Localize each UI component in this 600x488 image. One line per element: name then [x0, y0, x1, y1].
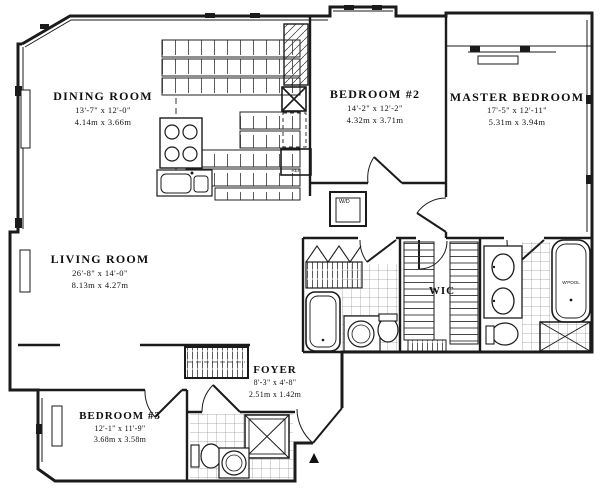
wic-shoe-rack	[408, 340, 446, 351]
dining-room-label: DINING ROOM	[53, 89, 153, 103]
entry-arrow-marker: ▲	[305, 448, 323, 467]
master-bedroom-dims: 17'-5" x 12'-11"	[487, 105, 547, 115]
foyer-closet	[185, 347, 248, 378]
whirlpool-label: W'POOL	[562, 280, 580, 285]
master-door-swing	[417, 198, 446, 213]
double-vanity	[484, 246, 522, 318]
foyer-label: FOYER	[253, 364, 297, 376]
master-door-leaf	[417, 213, 446, 232]
master-bathroom	[484, 240, 590, 351]
wic-label: WIC	[428, 285, 456, 297]
dining-room-metric: 4.14m x 3.66m	[74, 117, 132, 127]
kitchen-counter	[240, 112, 300, 129]
bath3-sink	[219, 448, 249, 478]
radiator	[52, 406, 62, 446]
bedroom3-dims: 12'-1" x 11'-9"	[94, 424, 146, 433]
closet-hanging	[185, 347, 248, 378]
bedroom2-metric: 4.32m x 3.71m	[346, 115, 404, 125]
living-room-label: LIVING ROOM	[50, 252, 150, 266]
bathroom-3	[190, 414, 293, 479]
entry-door-swing	[297, 409, 313, 443]
bath3-toilet	[191, 444, 221, 468]
bathroom-2	[306, 246, 398, 351]
kitchen-counter	[162, 78, 300, 95]
entry-door-leaf	[313, 408, 342, 443]
kitchen-counter	[162, 59, 300, 76]
master-shower	[540, 322, 590, 351]
kitchen	[157, 24, 311, 200]
bifold-closet-doors	[306, 246, 361, 262]
kitchen-sink	[157, 170, 212, 196]
bedroom2-dims: 14'-2" x 12'-2"	[347, 103, 403, 113]
living-room-metric: 8.13m x 4.27m	[71, 280, 129, 290]
living-room-dims: 26'-8" x 14'-0"	[72, 268, 128, 278]
bath2-door-swing	[360, 240, 367, 262]
kitchen-counter	[162, 40, 300, 57]
pantry-shelves	[284, 24, 308, 85]
kitchen-counter	[186, 150, 300, 167]
refrigerator-label: REF	[291, 168, 301, 173]
bath3-door-leaf	[213, 385, 240, 412]
master-bedroom-metric: 5.31m x 3.94m	[488, 117, 546, 127]
window-sill	[478, 56, 518, 64]
bathtub	[306, 292, 340, 351]
radiator	[20, 250, 30, 292]
kitchen-counter	[215, 188, 300, 200]
radiator	[21, 90, 30, 148]
bath2-door-leaf	[367, 240, 396, 262]
bedroom2-label: BEDROOM #2	[329, 87, 421, 101]
dining-room-dims: 13'-7" x 12'-0"	[75, 105, 131, 115]
bedroom3-metric: 3.68m x 3.58m	[93, 435, 147, 444]
bath2-sink	[344, 316, 380, 351]
masterbath-toilet	[486, 323, 518, 345]
bedroom2-door-leaf	[374, 157, 402, 183]
bath2-toilet	[378, 314, 398, 342]
washer-dryer	[330, 192, 366, 226]
master-bedroom-label: MASTER BEDROOM	[449, 90, 585, 104]
bath3-shower	[245, 415, 289, 458]
bedroom3-label: BEDROOM #3	[79, 410, 161, 422]
foyer-dims: 8'-3" x 4'-8"	[253, 378, 297, 387]
foyer-metric: 2.51m x 1.42m	[248, 390, 302, 399]
stove	[160, 118, 202, 168]
kitchen-counter	[240, 131, 300, 148]
washer-dryer-label: W/D	[339, 199, 350, 205]
bedroom2-door-swing	[368, 157, 374, 183]
bath3-door-swing	[202, 385, 213, 412]
